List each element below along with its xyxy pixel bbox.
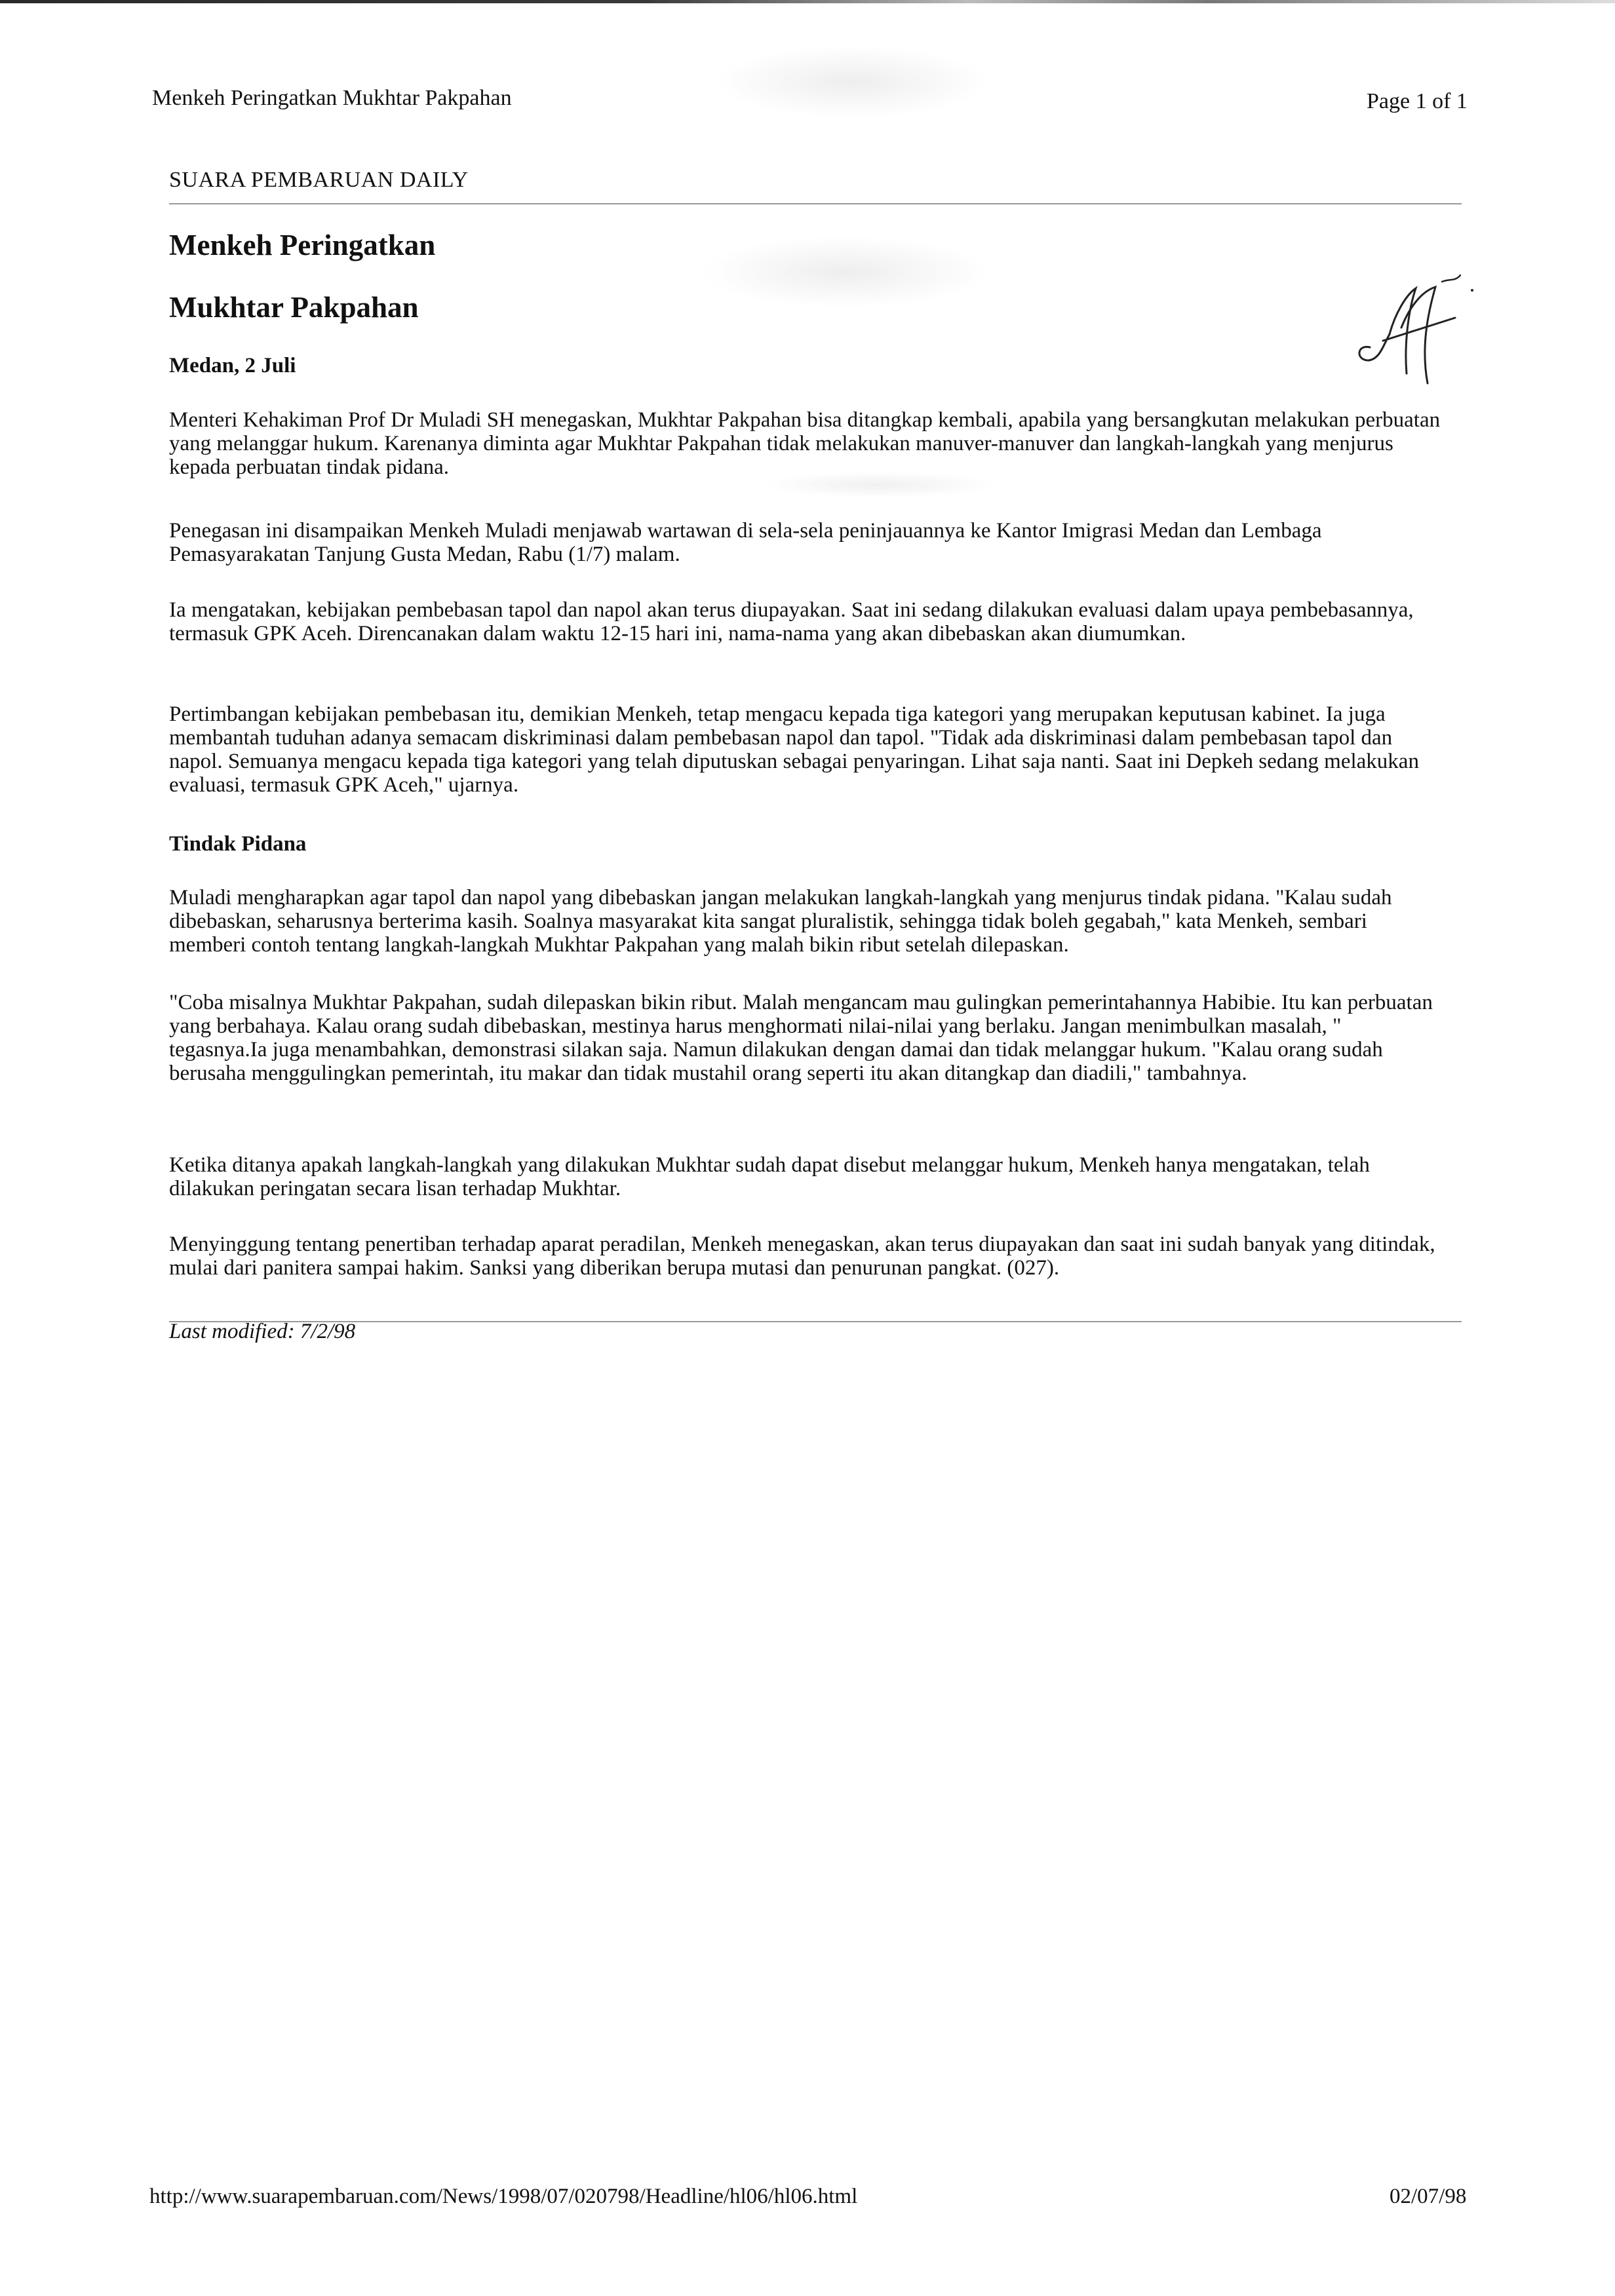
scan-artifact bbox=[714, 46, 990, 118]
last-modified-note: Last modified: 7/2/98 bbox=[169, 1320, 356, 1343]
article-headline-line-2: Mukhtar Pakpahan bbox=[169, 291, 419, 324]
article-headline-line-1: Menkeh Peringatkan bbox=[169, 229, 436, 261]
handwritten-initials bbox=[1344, 269, 1475, 400]
divider-top bbox=[169, 203, 1462, 204]
article-paragraph: Muladi mengharapkan agar tapol dan napol yang dibebaskan jangan melakukan langkah-langkah yang menjurus tindak pidana. "Kalau sudah dibebaskan, seharusnya berterima kasih. Soalnya masyarakat kita sangat pluralistik, sehingga tidak boleh gegabah," kata Menkeh, sembari memberi contoh tentang langkah-langkah Mukhtar Pakpahan yang malah bikin ribut setelah dilepaskan. bbox=[169, 886, 1392, 957]
article-paragraph: Ketika ditanya apakah langkah-langkah yang dilakukan Mukhtar sudah dapat disebut melanggar hukum, Menkeh hanya mengatakan, telah dilakukan peringatan secara lisan terhadap Mukhtar. bbox=[169, 1153, 1370, 1200]
article-paragraph: Pertimbangan kebijakan pembebasan itu, demikian Menkeh, tetap mengacu kepada tiga kategori yang merupakan keputusan kabinet. Ia juga membantah tuduhan adanya semacam diskriminasi dalam pembebasan napol dan tapol. "Tidak ada diskriminasi dalam pembebasan tapol dan napol. Semuanya mengacu kepada tiga kategori yang telah diputuskan sebagai penyaringan. Lihat saja nanti. Saat ini Depkeh sedang melakukan evaluasi, termasuk GPK Aceh," ujarnya. bbox=[169, 702, 1419, 797]
article-paragraph: "Coba misalnya Mukhtar Pakpahan, sudah dilepaskan bikin ribut. Malah mengancam mau gulingkan pemerintahannya Habibie. Itu kan perbuatan yang berbahaya. Kalau orang sudah dibebaskan, mestinya harus menghormati nilai-nilai yang berlaku. Jangan menimbulkan masalah, " tegasnya.Ia juga menambahkan, demonstrasi silakan saja. Namun dilakukan dengan damai dan tidak melanggar hukum. "Kalau orang sudah berusaha menggulingkan pemerintah, itu makar dan tidak mustahil orang seperti itu akan ditangkap dan diadili," tambahnya. bbox=[169, 991, 1433, 1085]
divider-bottom bbox=[169, 1321, 1462, 1322]
print-header-page-number: Page 1 of 1 bbox=[1367, 89, 1468, 113]
print-header-title: Menkeh Peringatkan Mukhtar Pakpahan bbox=[152, 86, 512, 110]
article-paragraph: Menteri Kehakiman Prof Dr Muladi SH menegaskan, Mukhtar Pakpahan bisa ditangkap kembali, apabila yang bersangkutan melakukan perbuatan yang melanggar hukum. Karenanya diminta agar Mukhtar Pakpahan tidak melakukan manuver-manuver dan langkah-langkah yang menjurus kepada perbuatan tindak pidana. bbox=[169, 408, 1441, 479]
article-dateline: Medan, 2 Juli bbox=[169, 354, 296, 377]
article-paragraph: Menyinggung tentang penertiban terhadap aparat peradilan, Menkeh menegaskan, akan terus diupayakan dan saat ini sudah banyak yang ditindak, mulai dari panitera sampai hakim. Sanksi yang diberikan berupa mutasi dan penurunan pangkat. (027). bbox=[169, 1233, 1435, 1280]
scan-edge-line bbox=[0, 0, 1615, 3]
article-paragraph: Penegasan ini disampaikan Menkeh Muladi menjawab wartawan di sela-sela peninjauannya ke Kantor Imigrasi Medan dan Lembaga Pemasyarakatan Tanjung Gusta Medan, Rabu (1/7) malam. bbox=[169, 519, 1322, 566]
publication-masthead: SUARA PEMBARUAN DAILY bbox=[169, 168, 469, 192]
article-paragraph: Ia mengatakan, kebijakan pembebasan tapol dan napol akan terus diupayakan. Saat ini sedang dilakukan evaluasi dalam upaya pembebasannya, termasuk GPK Aceh. Direncanakan dalam waktu 12-15 hari ini, nama-nama yang akan dibebaskan akan diumumkan. bbox=[169, 598, 1414, 645]
scan-artifact bbox=[701, 236, 990, 308]
print-footer-date: 02/07/98 bbox=[1390, 2185, 1467, 2208]
article-subheading: Tindak Pidana bbox=[169, 832, 307, 856]
print-footer-url: http://www.suarapembaruan.com/News/1998/07/020798/Headline/hl06/hl06.html bbox=[149, 2185, 858, 2208]
